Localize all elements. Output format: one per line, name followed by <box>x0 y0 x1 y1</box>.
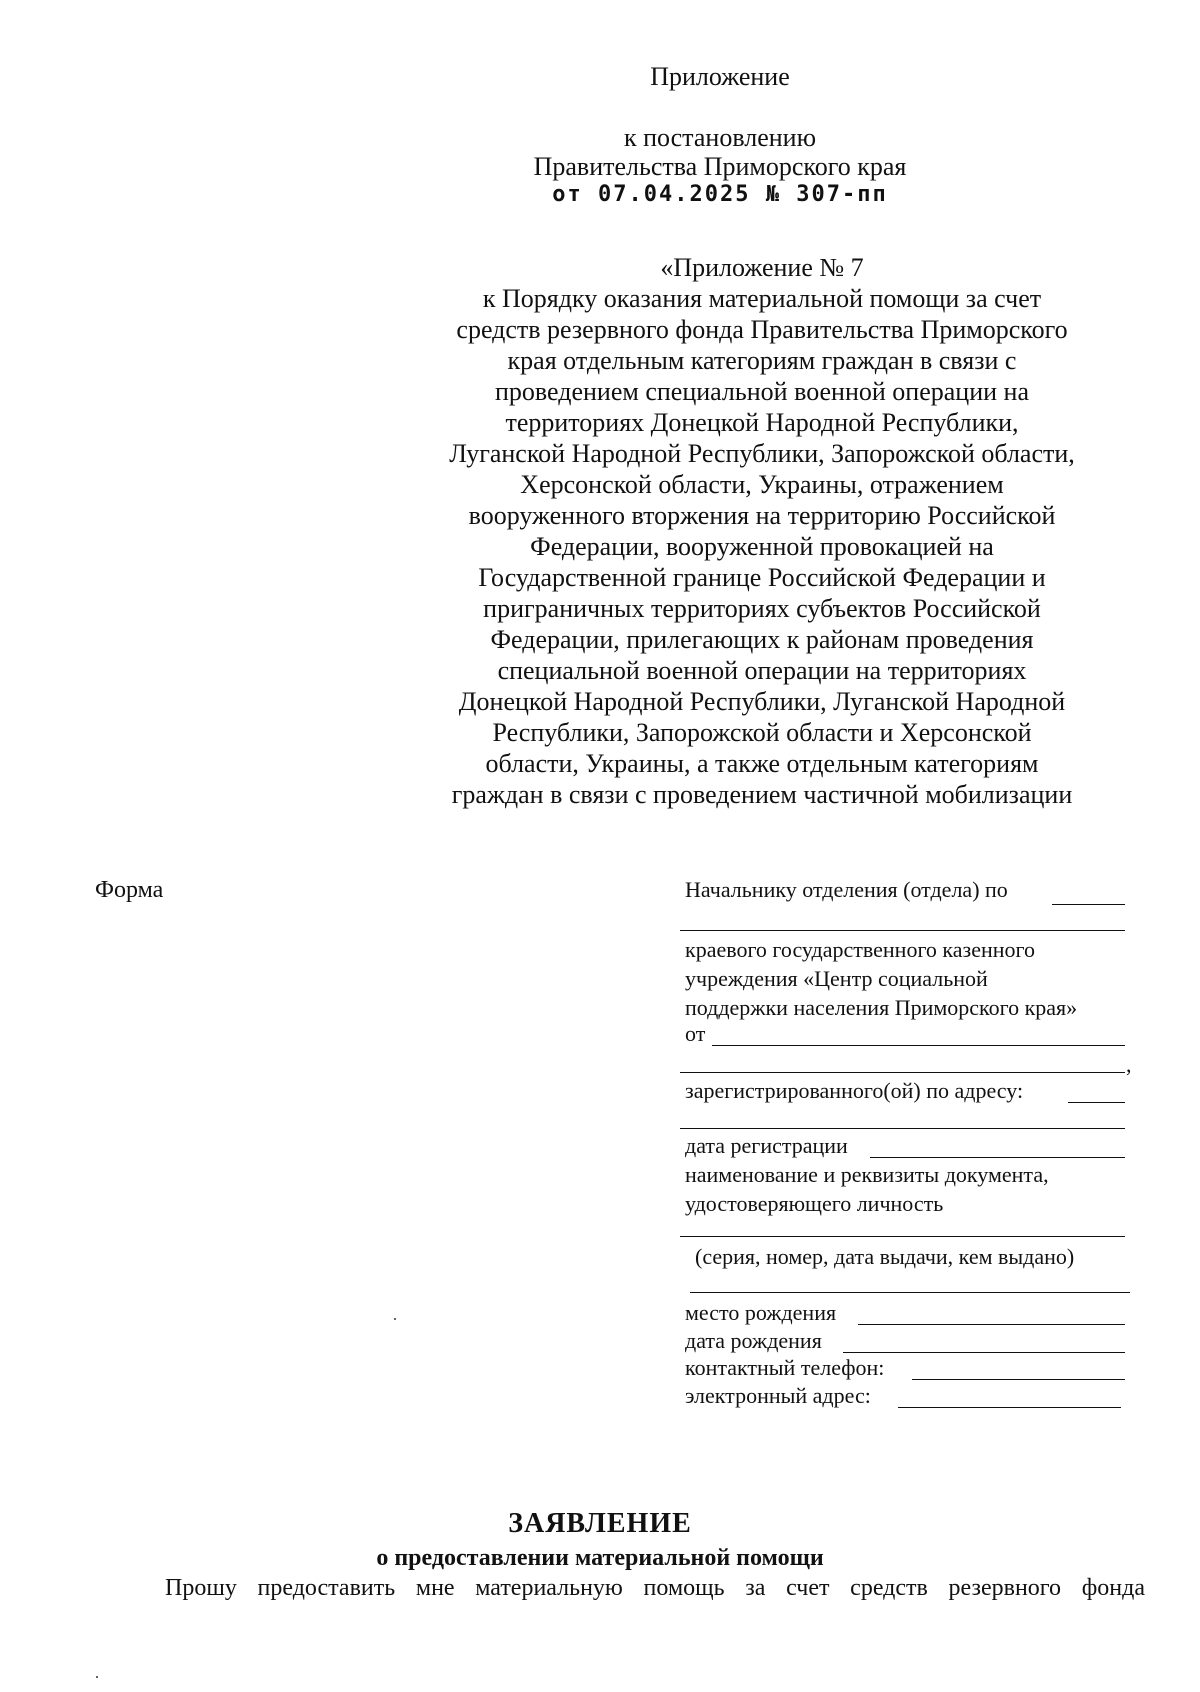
to-head-blank[interactable] <box>1052 904 1125 905</box>
from-blank-2[interactable] <box>680 1072 1125 1073</box>
doc-block <box>685 1160 1130 1218</box>
doc-hint: (серия, номер, дата выдачи, кем выдано) <box>695 1244 1075 1269</box>
header-government: Правительства Приморского края <box>533 152 907 181</box>
statement-title: ЗАЯВЛЕНИЕ <box>508 1508 692 1539</box>
reg-date-blank[interactable] <box>870 1157 1125 1158</box>
appendix-title: «Приложение № 7 <box>660 253 864 282</box>
appendix-line: к Порядку оказания материальной помощи за счет <box>482 284 1042 313</box>
from-blank[interactable] <box>712 1045 1125 1046</box>
institution-line: краевого государственного казенного <box>685 937 1036 962</box>
address-blank-2[interactable] <box>680 1128 1125 1129</box>
appendix-line: края отдельным категориям граждан в связи с <box>507 346 1017 375</box>
appendix-line: Федерации, прилегающих к районам проведения <box>490 625 1034 654</box>
scan-speck <box>394 1318 396 1320</box>
form-label: Форма <box>95 877 164 903</box>
statement-first-line: Прошу предоставить мне материальную помощь за счет средств резервного фонда <box>165 1575 1145 1601</box>
statement-subtitle: о предоставлении материальной помощи <box>376 1545 824 1571</box>
appendix-line: средств резервного фонда Правительства Приморского <box>456 315 1068 344</box>
address-blank[interactable] <box>1068 1102 1125 1103</box>
from-label: от <box>685 1021 706 1046</box>
appendix-line: Херсонской области, Украины, отражением <box>520 470 1004 499</box>
appendix-line: Федерации, вооруженной провокацией на <box>530 532 994 561</box>
scan-speck <box>96 1676 98 1678</box>
email-blank[interactable] <box>898 1407 1121 1408</box>
birth-place-blank[interactable] <box>858 1324 1125 1325</box>
registered-label: зарегистрированного(ой) по адресу: <box>685 1078 1024 1103</box>
department-blank[interactable] <box>680 930 1125 931</box>
appendix-block <box>417 252 1107 810</box>
institution-line: поддержки населения Приморского края» <box>685 995 1078 1020</box>
appendix-line: приграничных территориях субъектов Российской <box>483 594 1041 623</box>
phone-label: контактный телефон: <box>685 1355 885 1380</box>
header-date-number: от 07.04.2025 № 307-пп <box>552 182 888 207</box>
doc-blank[interactable] <box>680 1236 1125 1237</box>
institution-line: учреждения «Центр социальной <box>685 966 988 991</box>
appendix-line: проведением специальной военной операции на <box>495 377 1029 406</box>
header-appendix-label: Приложение <box>650 62 790 91</box>
doc-line: наименование и реквизиты документа, <box>685 1162 1049 1187</box>
birth-place-label: место рождения <box>685 1300 837 1325</box>
doc-details-blank[interactable] <box>690 1292 1130 1293</box>
appendix-line: Республики, Запорожской области и Херсонской <box>492 718 1032 747</box>
institution-block <box>685 935 1130 1022</box>
appendix-line: Государственной границе Российской Федерации и <box>478 563 1046 592</box>
comma-mark: , <box>1126 1052 1132 1077</box>
reg-date-label: дата регистрации <box>685 1133 848 1158</box>
appendix-line: Донецкой Народной Республики, Луганской Народной <box>458 687 1066 716</box>
appendix-line: граждан в связи с проведением частичной мобилизации <box>451 780 1073 809</box>
doc-line: удостоверяющего личность <box>685 1191 944 1216</box>
phone-blank[interactable] <box>912 1379 1125 1380</box>
appendix-line: территориях Донецкой Народной Республики, <box>505 408 1019 437</box>
appendix-line: вооруженного вторжения на территорию Российской <box>468 501 1056 530</box>
appendix-line: Луганской Народной Республики, Запорожской области, <box>449 439 1075 468</box>
birth-date-blank[interactable] <box>843 1352 1125 1353</box>
header-to-decree: к постановлению <box>623 123 817 152</box>
to-head-label: Начальнику отделения (отдела) по <box>685 877 1008 902</box>
birth-date-label: дата рождения <box>685 1328 822 1353</box>
appendix-line: области, Украины, а также отдельным категориям <box>485 749 1039 778</box>
email-label: электронный адрес: <box>685 1383 871 1408</box>
appendix-line: специальной военной операции на территориях <box>497 656 1027 685</box>
